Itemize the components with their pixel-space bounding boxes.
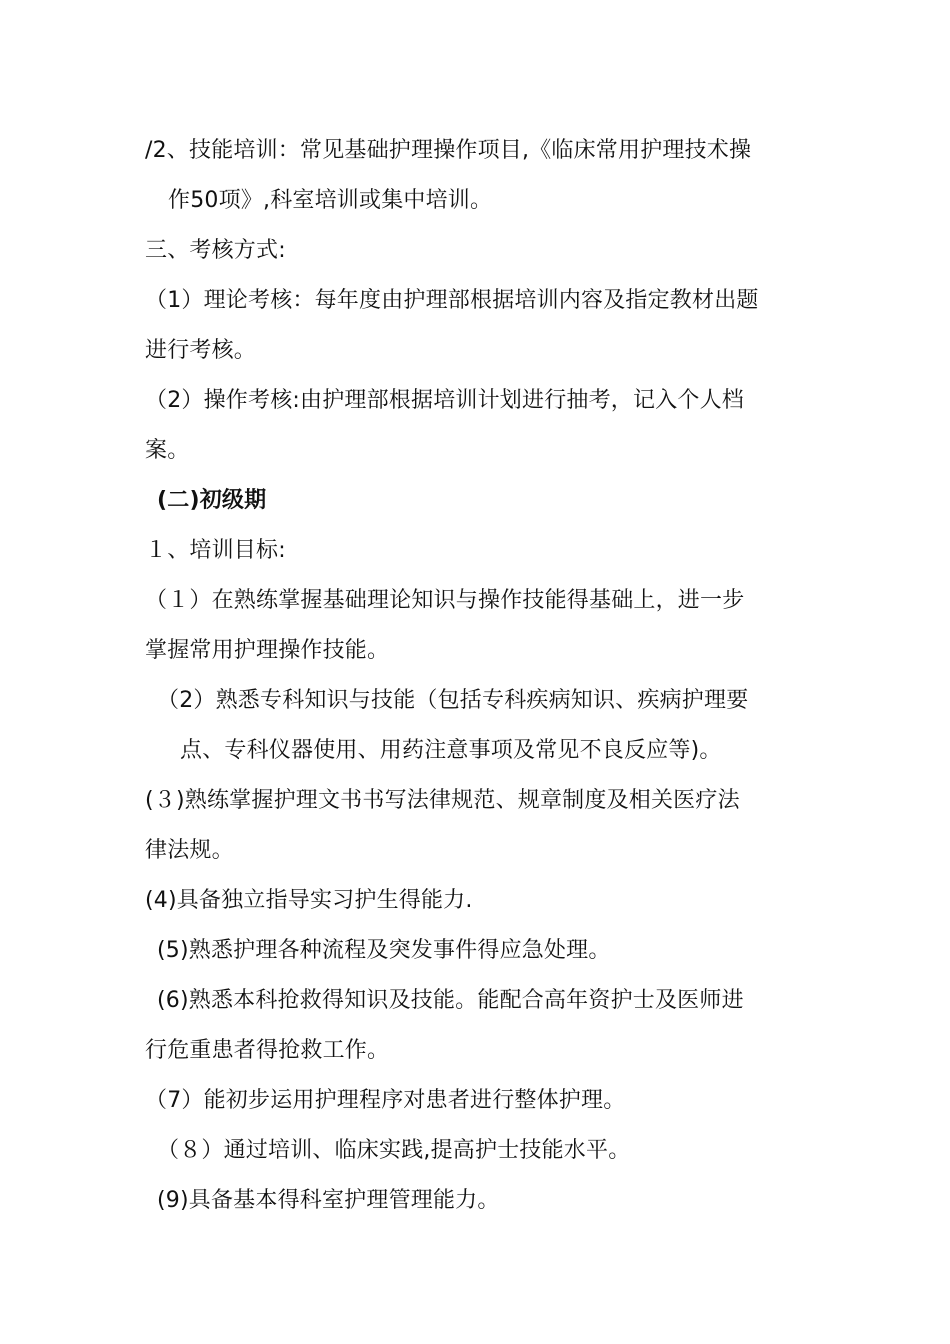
heading-training-goals: １、培训目标: [145, 538, 286, 563]
text-line-goal-2: （2）熟悉专科知识与技能（包括专科疾病知识、疾病护理要 [157, 688, 749, 713]
text-line-goal-3-cont: 律法规。 [145, 838, 234, 863]
text-line-skill-training: /2、技能培训：常见基础护理操作项目,《临床常用护理技术操 [145, 138, 752, 163]
text-line-goal-8: （８）通过培训、临床实践,提高护士技能水平。 [157, 1138, 631, 1163]
text-line-theory-exam-cont: 进行考核。 [145, 338, 257, 363]
text-line-goal-4: (4)具备独立指导实习护生得能力. [145, 888, 473, 913]
text-line-goal-6-cont: 行危重患者得抢救工作。 [145, 1038, 390, 1063]
text-line-theory-exam: （1）理论考核：每年度由护理部根据培训内容及指定教材出题 [145, 288, 759, 313]
text-line-operation-exam: （2）操作考核:由护理部根据培训计划进行抽考，记入个人档 [145, 388, 745, 413]
text-line-goal-5: (5)熟悉护理各种流程及突发事件得应急处理。 [157, 938, 611, 963]
text-line-goal-7: （7）能初步运用护理程序对患者进行整体护理。 [145, 1088, 626, 1113]
text-line-goal-2-cont: 点、专科仪器使用、用药注意事项及常见不良反应等)。 [180, 738, 722, 763]
text-line-goal-1-cont: 掌握常用护理操作技能。 [145, 638, 390, 663]
text-line-goal-6: (6)熟悉本科抢救得知识及技能。能配合高年资护士及医师进 [157, 988, 744, 1013]
heading-assessment-method: 三、考核方式: [145, 238, 286, 263]
text-line-goal-1: （１）在熟练掌握基础理论知识与操作技能得基础上，进一步 [145, 588, 745, 613]
text-line-operation-exam-cont: 案。 [145, 438, 190, 463]
text-line-goal-9: (9)具备基本得科室护理管理能力。 [157, 1188, 500, 1213]
text-line-goal-3: (３)熟练掌握护理文书书写法律规范、规章制度及相关医疗法 [145, 788, 740, 813]
section-heading-junior-stage: (二)初级期 [157, 488, 267, 513]
text-line-skill-training-cont: 作50项》,科室培训或集中培训。 [168, 188, 493, 213]
